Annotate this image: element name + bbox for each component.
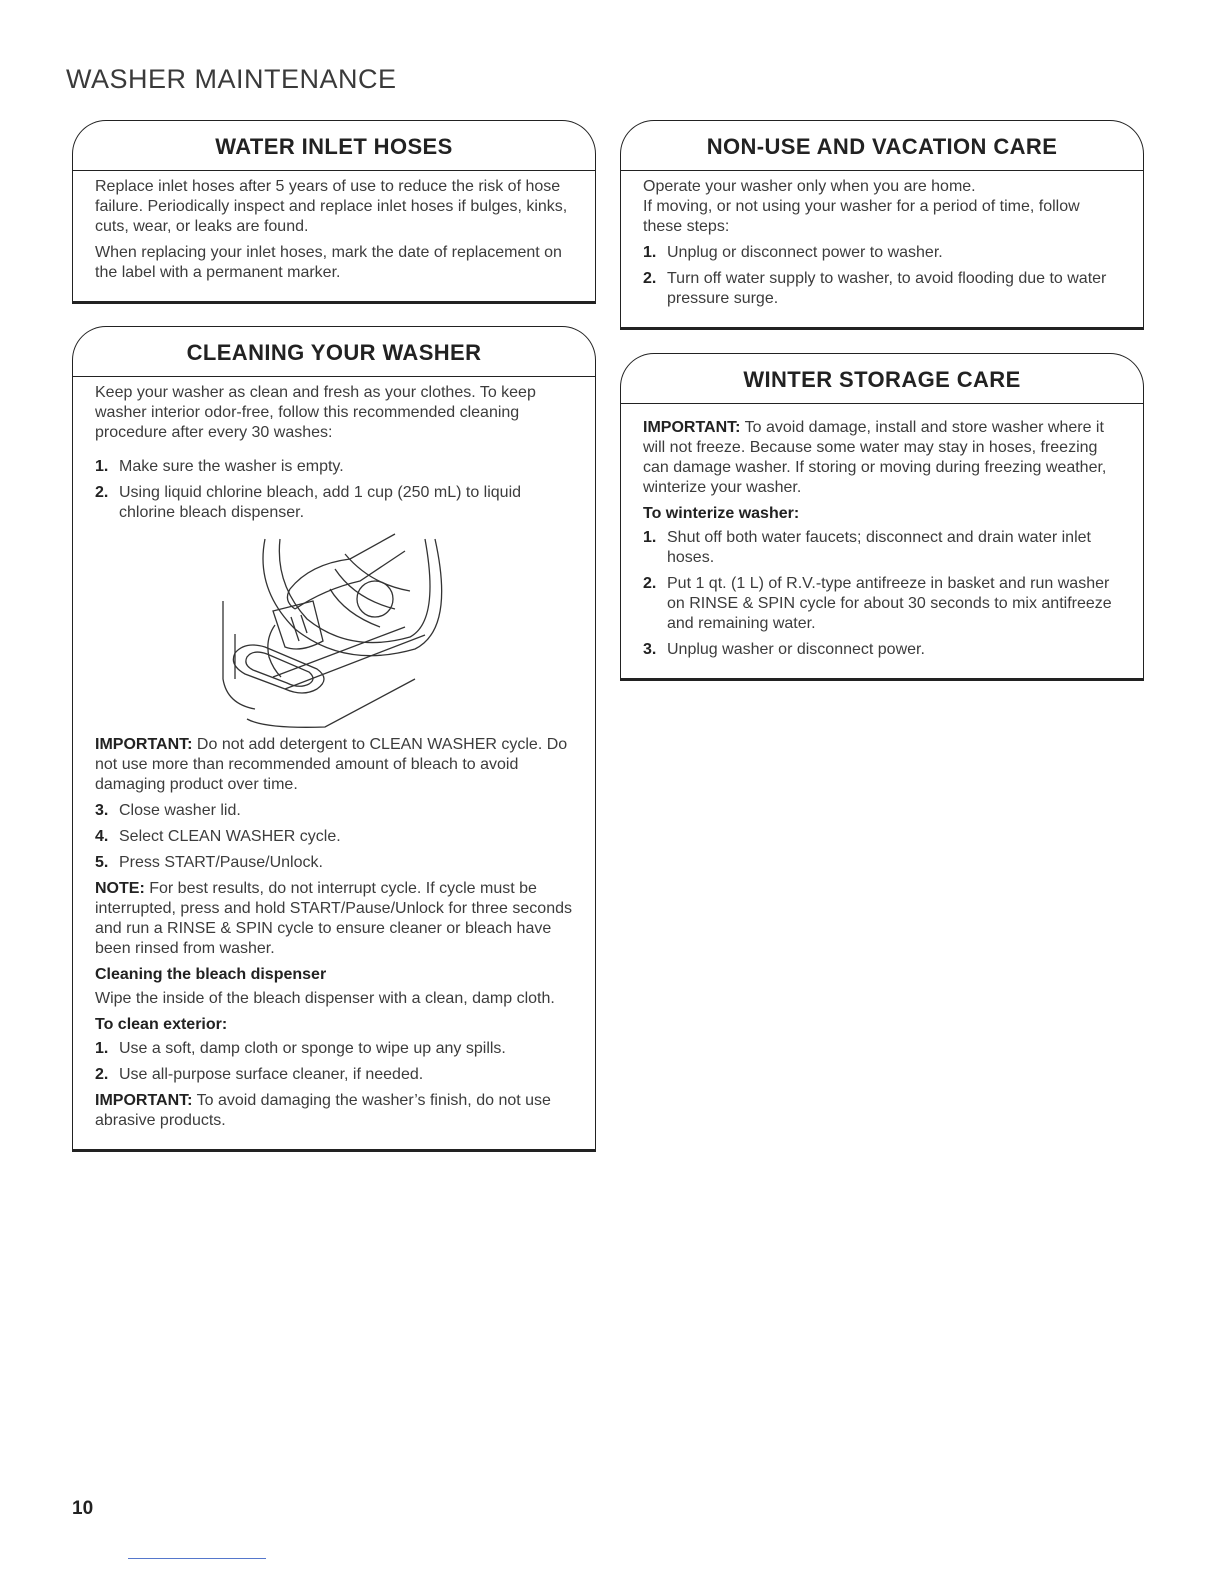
bleach-dispenser-illustration — [95, 529, 575, 729]
winter-important — [643, 418, 1123, 498]
cleaning-steps-b — [95, 801, 575, 873]
cleaning-intro: Keep your washer as clean and fresh as your clothes. To keep washer interior odor-free, follow this recommended cleaning procedure after every 30 washes: — [95, 384, 536, 441]
list-item — [95, 1065, 575, 1085]
list-item — [643, 269, 1123, 309]
nonuse-body — [620, 170, 1144, 330]
bleach-dispenser-text: Wipe the inside of the bleach dispenser with a clean, damp cloth. — [95, 990, 555, 1007]
step-number: 1. — [643, 244, 657, 261]
list-item — [643, 243, 1123, 263]
water-inlet-hoses-panel — [72, 120, 596, 304]
important-text: To avoid damage, install and store washer where it will not freeze. Because some water may stay in hoses, freezing can damage washer. If storing or moving during freezing weather, winterize your washer. — [643, 419, 1107, 496]
step-number: 3. — [643, 641, 657, 658]
water-inlet-hoses-body — [72, 170, 596, 304]
step-number: 3. — [95, 802, 109, 819]
important-label: IMPORTANT: — [95, 736, 193, 753]
step-number: 2. — [95, 1066, 109, 1083]
important-text: To avoid damaging the washer’s finish, do not use abrasive products. — [95, 1092, 551, 1129]
step-text: Use all-purpose surface cleaner, if needed. — [119, 1066, 424, 1083]
step-text: Use a soft, damp cloth or sponge to wipe up any spills. — [119, 1040, 506, 1057]
step-text: Turn off water supply to washer, to avoid flooding due to water pressure surge. — [667, 270, 1107, 307]
list-item — [643, 528, 1123, 568]
list-item — [95, 1039, 575, 1059]
step-number: 1. — [95, 458, 109, 475]
nonuse-paragraph-1: Operate your washer only when you are home. — [643, 178, 976, 195]
winter-steps — [643, 528, 1123, 660]
cleaning-important-2 — [95, 1091, 575, 1131]
winter-heading: WINTER STORAGE CARE — [620, 353, 1144, 403]
cleaning-steps-a — [95, 457, 575, 523]
step-text: Press START/Pause/Unlock. — [119, 854, 323, 871]
page-number: 10 — [72, 1498, 94, 1519]
step-number: 2. — [643, 575, 657, 592]
list-item — [95, 853, 575, 873]
list-item — [95, 457, 575, 477]
step-text: Shut off both water faucets; disconnect and drain water inlet hoses. — [667, 529, 1091, 566]
list-item — [643, 574, 1123, 634]
winter-body — [620, 403, 1144, 681]
note-text: For best results, do not interrupt cycle. If cycle must be interrupted, press and hold START/Pause/Unlock for three seconds and run a RINSE & SPIN cycle to ensure cleaner or bleach have been rinsed from washer. — [95, 880, 572, 957]
page-title: WASHER MAINTENANCE — [66, 64, 397, 94]
step-text: Select CLEAN WASHER cycle. — [119, 828, 341, 845]
clean-exterior-subheading: To clean exterior: — [95, 1016, 228, 1033]
step-text: Unplug or disconnect power to washer. — [667, 244, 943, 261]
list-item — [95, 483, 575, 523]
water-inlet-hoses-paragraph-1: Replace inlet hoses after 5 years of use to reduce the risk of hose failure. Periodically inspect and replace inlet hoses if bulges, kinks, cuts, wear, or leaks are found. — [95, 178, 568, 235]
nonuse-panel — [620, 120, 1144, 330]
important-label: IMPORTANT: — [95, 1092, 193, 1109]
step-text: Using liquid chlorine bleach, add 1 cup (250 mL) to liquid chlorine bleach dispenser. — [119, 484, 522, 521]
step-number: 5. — [95, 854, 109, 871]
step-number: 4. — [95, 828, 109, 845]
step-number: 1. — [95, 1040, 109, 1057]
cleaning-panel — [72, 326, 596, 1152]
footer-divider — [128, 1558, 266, 1559]
step-number: 2. — [643, 270, 657, 287]
step-text: Put 1 qt. (1 L) of R.V.-type antifreeze in basket and run washer on RINSE & SPIN cycle for about 30 seconds to mix antifreeze and remaining water. — [667, 575, 1112, 632]
nonuse-heading: NON-USE AND VACATION CARE — [620, 120, 1144, 170]
nonuse-paragraph-2: If moving, or not using your washer for a period of time, follow these steps: — [643, 198, 1080, 235]
step-text: Make sure the washer is empty. — [119, 458, 344, 475]
winter-panel — [620, 353, 1144, 681]
step-number: 2. — [95, 484, 109, 501]
bleach-dispenser-subheading: Cleaning the bleach dispenser — [95, 966, 327, 983]
cleaning-body — [72, 376, 596, 1152]
step-number: 1. — [643, 529, 657, 546]
cleaning-important-1 — [95, 735, 575, 795]
nonuse-steps — [643, 243, 1123, 309]
cleaning-heading: CLEANING YOUR WASHER — [72, 326, 596, 376]
list-item — [95, 801, 575, 821]
step-text: Close washer lid. — [119, 802, 241, 819]
note-label: NOTE: — [95, 880, 145, 897]
water-inlet-hoses-paragraph-2: When replacing your inlet hoses, mark the date of replacement on the label with a permanent marker. — [95, 244, 562, 281]
winterize-subheading: To winterize washer: — [643, 505, 800, 522]
step-text: Unplug washer or disconnect power. — [667, 641, 925, 658]
water-inlet-hoses-heading: WATER INLET HOSES — [72, 120, 596, 170]
important-label: IMPORTANT: — [643, 419, 741, 436]
list-item — [643, 640, 1123, 660]
cleaning-note — [95, 879, 575, 959]
list-item — [95, 827, 575, 847]
important-text: Do not add detergent to CLEAN WASHER cycle. Do not use more than recommended amount of bleach to avoid damaging product over time. — [95, 736, 568, 793]
cleaning-steps-c — [95, 1039, 575, 1085]
